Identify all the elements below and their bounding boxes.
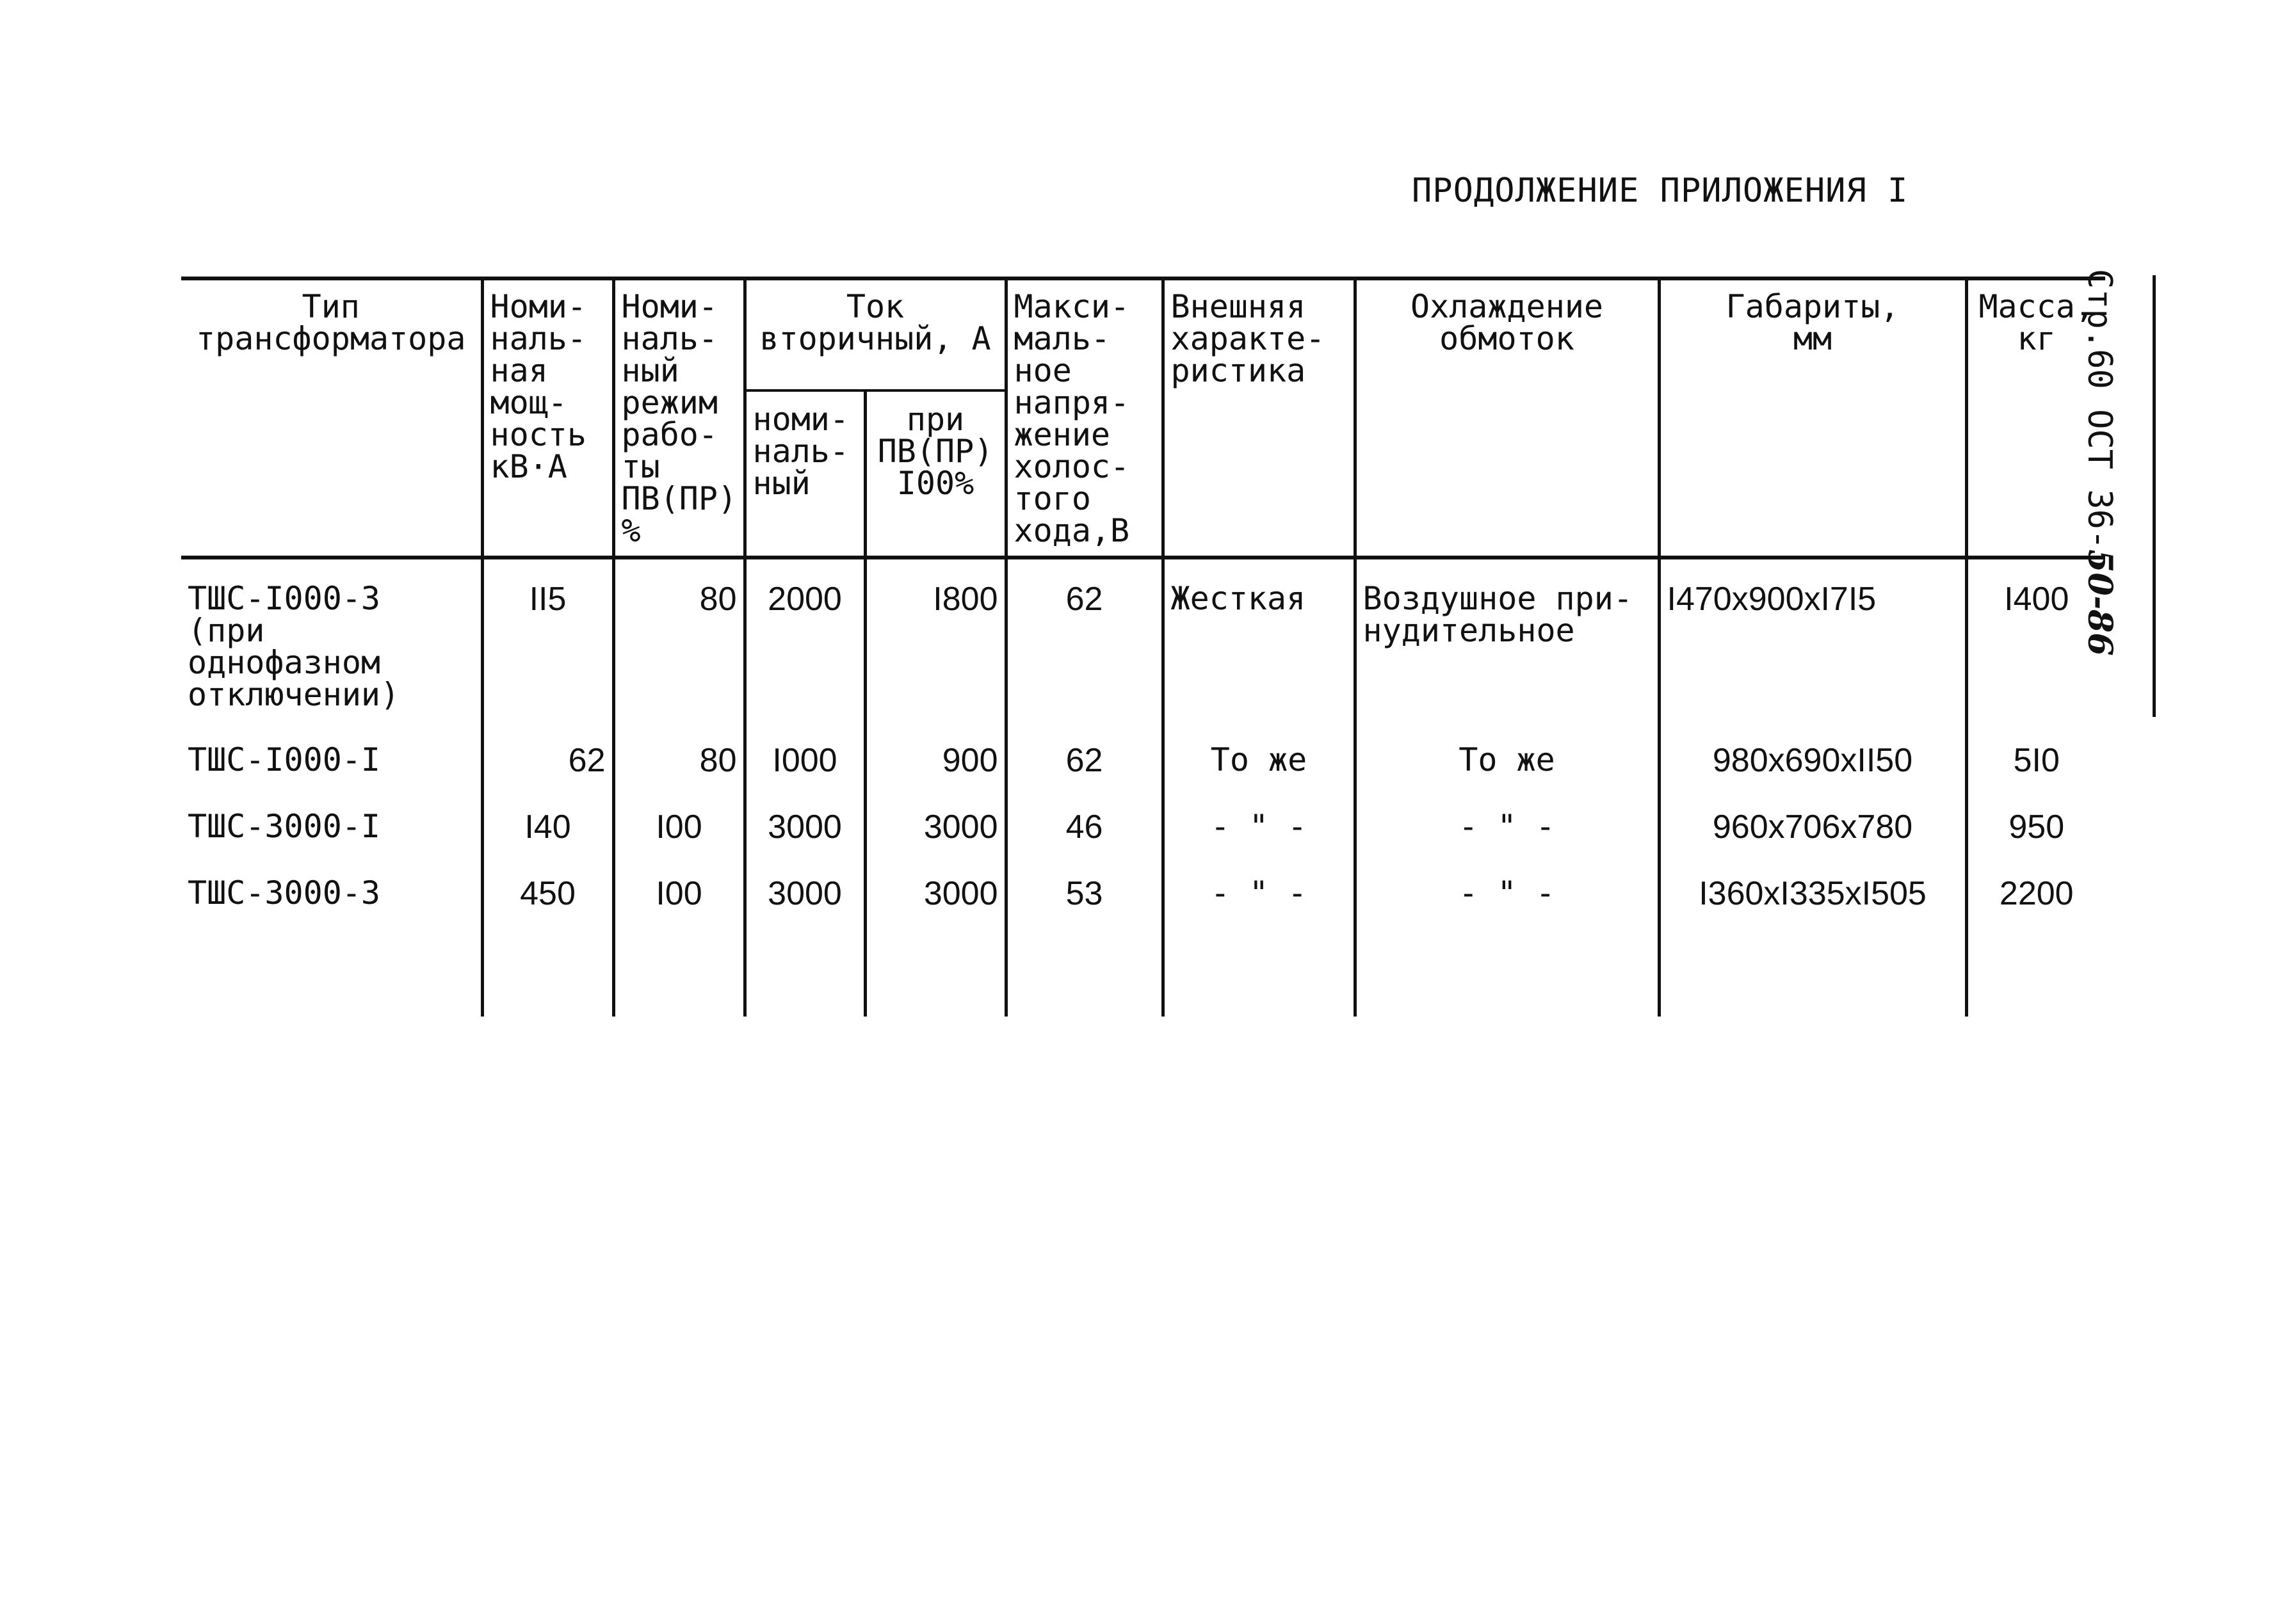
cell-voltage: 46 bbox=[1006, 787, 1163, 854]
cell-dimensions: 980х690хII50 bbox=[1659, 721, 1966, 787]
cell-power: 62 bbox=[482, 721, 613, 787]
cell-power: I40 bbox=[482, 787, 613, 854]
blank-cell bbox=[482, 921, 613, 1017]
cell-characteristic: - " - bbox=[1163, 787, 1355, 854]
header-duty: Номи- наль- ный режим рабо- ты ПВ(ПР) % bbox=[613, 278, 745, 558]
cell-current-pv100: 3000 bbox=[865, 854, 1006, 921]
blank-cell bbox=[745, 921, 865, 1017]
cell-power: 450 bbox=[482, 854, 613, 921]
header-current-pv100: при ПВ(ПР) I00% bbox=[865, 390, 1006, 558]
cell-current-nominal: I000 bbox=[745, 721, 865, 787]
cell-cooling: Воздушное при- нудительное bbox=[1355, 558, 1659, 721]
table-header-row bbox=[181, 278, 2105, 390]
cell-duty: 80 bbox=[613, 721, 745, 787]
table-row bbox=[181, 854, 2105, 921]
cell-mass: I400 bbox=[1966, 558, 2105, 721]
cell-power: II5 bbox=[482, 558, 613, 721]
table-blank-row bbox=[181, 921, 2105, 1017]
cell-duty: I00 bbox=[613, 854, 745, 921]
header-power: Номи- наль- ная мощ- ность кВ·А bbox=[482, 278, 613, 558]
table-row bbox=[181, 721, 2105, 787]
cell-current-nominal: 2000 bbox=[745, 558, 865, 721]
cell-current-nominal: 3000 bbox=[745, 854, 865, 921]
cell-mass: 950 bbox=[1966, 787, 2105, 854]
blank-cell bbox=[865, 921, 1006, 1017]
blank-cell bbox=[181, 921, 482, 1017]
cell-characteristic: То же bbox=[1163, 721, 1355, 787]
header-mass: Масса, кг bbox=[1966, 278, 2105, 558]
document-code-handwritten: 50-86 bbox=[2080, 549, 2119, 656]
cell-voltage: 53 bbox=[1006, 854, 1163, 921]
cell-current-pv100: I800 bbox=[865, 558, 1006, 721]
cell-voltage: 62 bbox=[1006, 721, 1163, 787]
cell-type: ТШС-3000-I bbox=[188, 808, 381, 845]
header-characteristic: Внешняя характе- ристика bbox=[1163, 278, 1355, 558]
page-heading: ПРОДОЛЖЕНИЕ ПРИЛОЖЕНИЯ I bbox=[1412, 172, 1909, 210]
header-type: Тип трансформатора bbox=[181, 278, 482, 558]
cell-dimensions: I360хI335хI505 bbox=[1659, 854, 1966, 921]
cell-current-nominal: 3000 bbox=[745, 787, 865, 854]
table-row bbox=[181, 558, 2105, 721]
header-current-group: Ток вторичный, А bbox=[745, 278, 1006, 390]
table-row bbox=[181, 787, 2105, 854]
cell-dimensions: 960х706х780 bbox=[1659, 787, 1966, 854]
cell-mass: 5I0 bbox=[1966, 721, 2105, 787]
cell-current-pv100: 3000 bbox=[865, 787, 1006, 854]
cell-type: ТШС-3000-3 bbox=[188, 874, 381, 912]
blank-cell bbox=[1163, 921, 1355, 1017]
cell-duty: I00 bbox=[613, 787, 745, 854]
blank-cell bbox=[613, 921, 745, 1017]
header-current-nominal: номи- наль- ный bbox=[745, 390, 865, 558]
blank-cell bbox=[1659, 921, 1966, 1017]
side-rule bbox=[2153, 275, 2156, 717]
cell-characteristic: Жесткая bbox=[1163, 558, 1355, 721]
blank-cell bbox=[1006, 921, 1163, 1017]
cell-cooling: То же bbox=[1355, 721, 1659, 787]
cell-mass: 2200 bbox=[1966, 854, 2105, 921]
header-dimensions: Габариты, мм bbox=[1659, 278, 1966, 558]
cell-voltage: 62 bbox=[1006, 558, 1163, 721]
transformer-spec-table bbox=[181, 277, 2105, 1017]
cell-characteristic: - " - bbox=[1163, 854, 1355, 921]
cell-current-pv100: 900 bbox=[865, 721, 1006, 787]
cell-cooling: - " - bbox=[1355, 787, 1659, 854]
header-voltage: Макси- маль- ное напря- жение холос- того хода,В bbox=[1006, 278, 1163, 558]
cell-duty: 80 bbox=[613, 558, 745, 721]
document-code-printed: Стр.60 ОСТ 36- bbox=[2080, 269, 2119, 550]
cell-cooling: - " - bbox=[1355, 854, 1659, 921]
blank-cell bbox=[1966, 921, 2105, 1017]
cell-type: ТШС-I000-3 (при однофазном отключении) bbox=[188, 580, 400, 713]
cell-dimensions: I470х900хI7I5 bbox=[1659, 558, 1966, 721]
cell-type: ТШС-I000-I bbox=[188, 741, 381, 778]
header-cooling: Охлаждение обмоток bbox=[1355, 278, 1659, 558]
blank-cell bbox=[1355, 921, 1659, 1017]
